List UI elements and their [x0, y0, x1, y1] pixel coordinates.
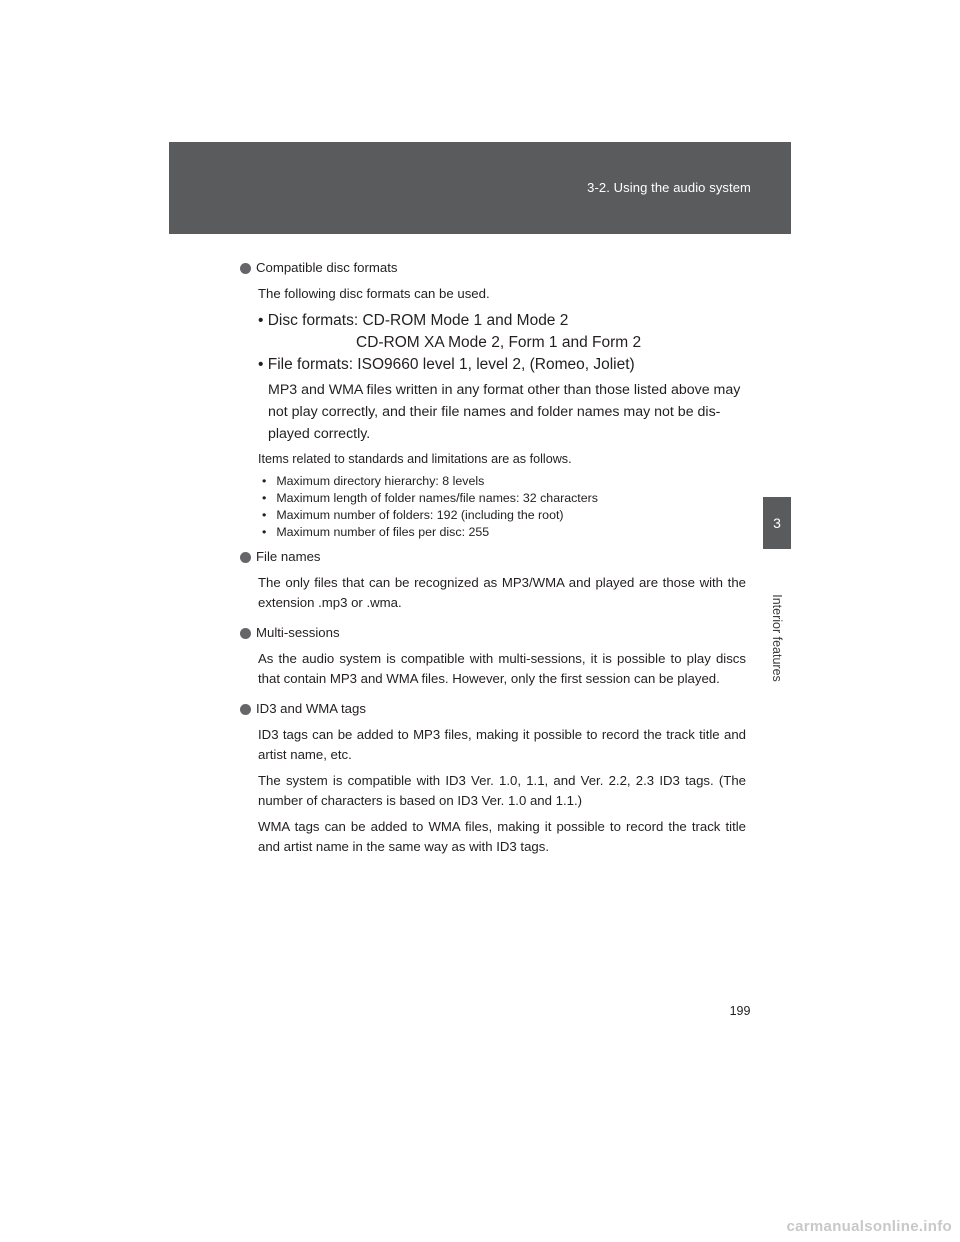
section-heading	[240, 258, 746, 278]
id3-tags-heading: ID3 and WMA tags	[256, 701, 366, 716]
section-heading	[240, 547, 746, 567]
page-body	[240, 258, 746, 857]
id3-body-1: ID3 tags can be added to MP3 files, making it possible to record the track title and artist name, etc.	[258, 727, 746, 762]
compatible-formats-section	[240, 258, 746, 541]
file-names-section	[240, 547, 746, 613]
id3-tags-section	[240, 699, 746, 857]
multi-sessions-body: As the audio system is compatible with multi-sessions, it is possible to play discs that contain MP3 and WMA files. However, only the first session can be played.	[258, 651, 746, 686]
page-number: 199	[729, 1004, 751, 1018]
list-item: • Maximum directory hierarchy: 8 levels	[258, 473, 746, 490]
disc-formats-line-1: • Disc formats: CD-ROM Mode 1 and Mode 2	[258, 312, 569, 329]
id3-body-2: The system is compatible with ID3 Ver. 1.0, 1.1, and Ver. 2.2, 2.3 ID3 tags. (The number of characters is based on ID3 Ver. 1.0 and 1.1.)	[258, 773, 746, 808]
chapter-side-label: Interior features	[770, 594, 784, 682]
standards-intro: Items related to standards and limitations are as follows.	[258, 452, 572, 466]
file-names-heading: File names	[256, 549, 321, 564]
file-formats-line: • File formats: ISO9660 level 1, level 2, (Romeo, Joliet)	[258, 356, 635, 373]
chapter-title: 3-2. Using the audio system	[587, 180, 751, 195]
id3-body-3: WMA tags can be added to WMA files, making it possible to record the track title and artist name in the same way as with ID3 tags.	[258, 819, 746, 854]
format-note: MP3 and WMA files written in any format other than those listed above may not play correctly, and their file names and folder names may not be dis-played correctly.	[268, 382, 741, 442]
section-heading	[240, 623, 746, 643]
chapter-number-tab: 3	[763, 497, 791, 549]
bullet-icon	[240, 263, 251, 274]
multi-sessions-section	[240, 623, 746, 689]
compatible-formats-heading: Compatible disc formats	[256, 260, 398, 275]
list-item: • Maximum length of folder names/file names: 32 characters	[258, 490, 746, 507]
bullet-icon	[240, 552, 251, 563]
compatible-intro: The following disc formats can be used.	[258, 286, 490, 301]
chapter-header-bar	[169, 142, 791, 234]
format-list	[258, 310, 746, 445]
multi-sessions-heading: Multi-sessions	[256, 625, 340, 640]
file-names-body: The only files that can be recognized as MP3/WMA and played are those with the extension .mp3 or .wma.	[258, 575, 746, 610]
bullet-icon	[240, 628, 251, 639]
bullet-icon	[240, 704, 251, 715]
list-item: • Maximum number of files per disc: 255	[258, 524, 746, 541]
section-heading	[240, 699, 746, 719]
site-watermark: carmanualsonline.info	[786, 1218, 952, 1235]
disc-formats-line-2: CD-ROM XA Mode 2, Form 1 and Form 2	[356, 334, 642, 351]
list-item: • Maximum number of folders: 192 (including the root)	[258, 507, 746, 524]
limits-list	[258, 473, 746, 541]
